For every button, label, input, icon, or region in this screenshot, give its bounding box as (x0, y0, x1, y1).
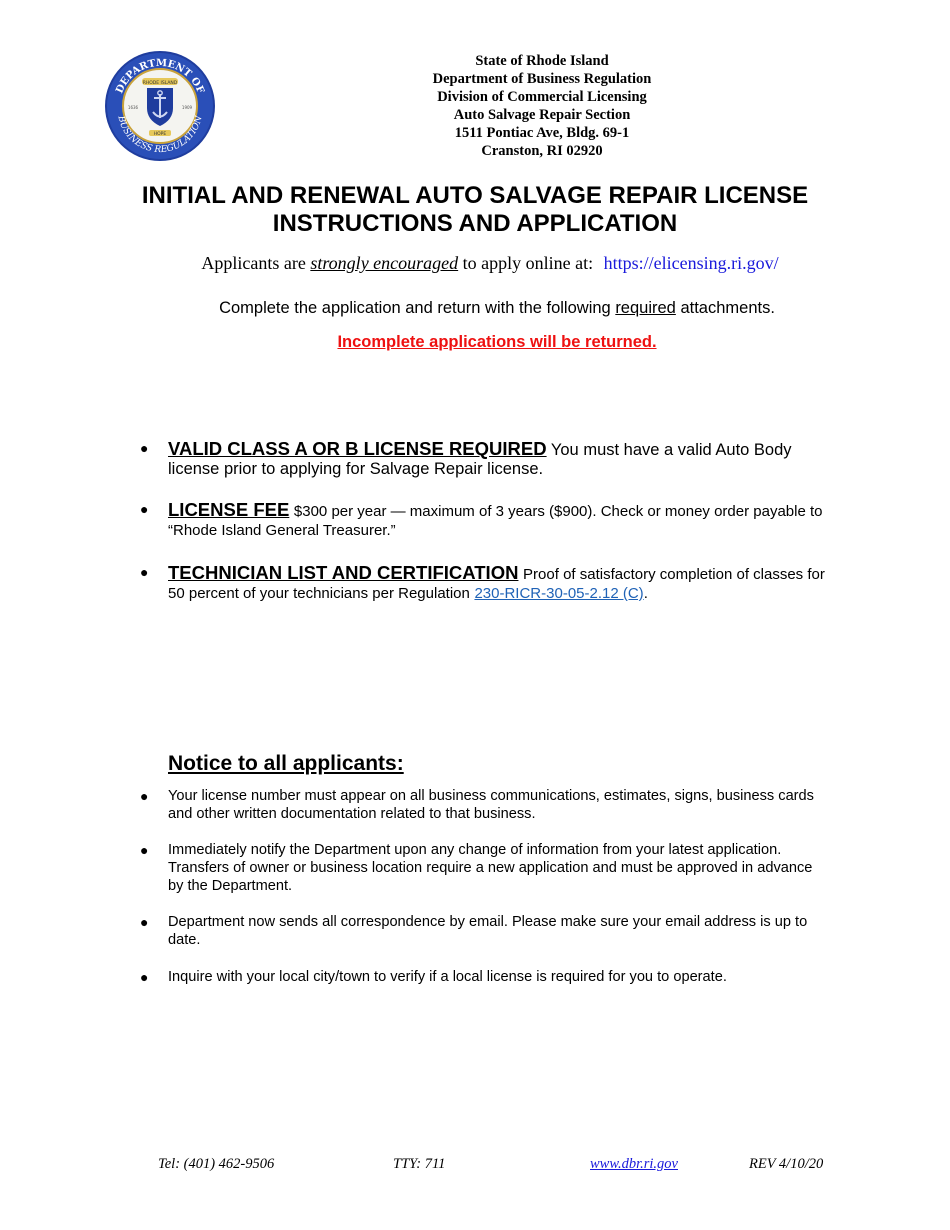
bullet-icon: ● (140, 914, 149, 930)
svg-text:BUSINESS REGULATION: BUSINESS REGULATION (115, 114, 205, 156)
title-line-2: INSTRUCTIONS AND APPLICATION (272, 210, 678, 237)
requirement-body: You must have a valid Auto Body license prior to applying for Salvage Repair license. (168, 441, 792, 478)
bullet-icon: ● (140, 564, 149, 580)
bullet-icon: ● (140, 788, 149, 804)
svg-text:DEPARTMENT OF: DEPARTMENT OF (114, 57, 206, 96)
svg-text:HOPE: HOPE (153, 132, 167, 137)
agency-section: Auto Salvage Repair Section (453, 107, 631, 123)
requirement-body: $300 per year — maximum of 3 years ($900). Check or money order payable to “Rhode Island General Treasurer.” (168, 503, 823, 539)
agency-division: Division of Commercial Licensing (437, 89, 647, 105)
agency-address-block (332, 52, 752, 160)
footer-website-link[interactable]: www.dbr.ri.gov (590, 1156, 678, 1172)
incomplete-warning: Incomplete applications will be returned. (337, 333, 657, 351)
bullet-icon: ● (140, 969, 149, 985)
elicensing-link[interactable]: https://elicensing.ri.gov/ (603, 253, 779, 273)
dbr-seal-logo (104, 50, 216, 162)
requirement-item (140, 438, 828, 479)
svg-text:1636: 1636 (127, 105, 139, 110)
apply-online-notice: Applicants are strongly encouraged to apply online at: https://elicensing.ri.gov/ (201, 253, 779, 273)
notice-item: ● Your license number must appear on all business communications, estimates, signs, business cards and other written documentation related to that business. (140, 788, 814, 822)
notice-item: ● Immediately notify the Department upon any change of information from your latest application. Transfers of owner or business location require a new application and must be approved in advance by the Department. (140, 842, 813, 894)
agency-city: Cranston, RI 02920 (481, 143, 603, 159)
requirement-lead: VALID CLASS A OR B LICENSE REQUIRED (168, 438, 547, 459)
svg-text:RHODE ISLAND: RHODE ISLAND (142, 81, 178, 86)
notice-item: ● Inquire with your local city/town to verify if a local license is required for you to operate. (140, 969, 727, 985)
agency-department: Department of Business Regulation (432, 71, 652, 87)
bullet-icon: ● (140, 501, 149, 517)
footer-tty: TTY: 711 (393, 1156, 446, 1172)
requirement-item (140, 499, 828, 540)
agency-street: 1511 Pontiac Ave, Bldg. 69-1 (454, 125, 630, 141)
complete-instructions: Complete the application and return with the following required attachments. (219, 299, 775, 317)
regulation-link[interactable]: 230-RICR-30-05-2.12 (C) (474, 585, 644, 602)
requirement-lead: TECHNICIAN LIST AND CERTIFICATION (168, 562, 519, 583)
notice-item: ● Department now sends all correspondence by email. Please make sure your email address is up to date. (140, 914, 808, 948)
agency-state: State of Rhode Island (475, 53, 609, 69)
page-title (60, 182, 890, 238)
title-line-1: INITIAL AND RENEWAL AUTO SALVAGE REPAIR LICENSE (141, 182, 809, 209)
bullet-icon: ● (140, 842, 149, 858)
notice-heading: Notice to all applicants: (168, 752, 404, 775)
svg-text:1909: 1909 (181, 105, 193, 110)
bullet-icon: ● (140, 440, 149, 456)
requirement-item: ● TECHNICIAN LIST AND CERTIFICATION Proof of satisfactory completion of classes for 50 percent of your technicians per Regulation 230-RICR-30-05-2.12 (C). (140, 562, 825, 602)
footer-revision: REV 4/10/20 (749, 1156, 824, 1172)
requirement-body: Proof of satisfactory completion of classes for 50 percent of your technicians per Regulation (168, 566, 825, 602)
strongly-encouraged-text: strongly encouraged (310, 253, 459, 273)
footer-phone: Tel: (401) 462-9506 (158, 1156, 275, 1172)
requirement-lead: LICENSE FEE (168, 499, 290, 520)
required-text: required (615, 299, 676, 317)
